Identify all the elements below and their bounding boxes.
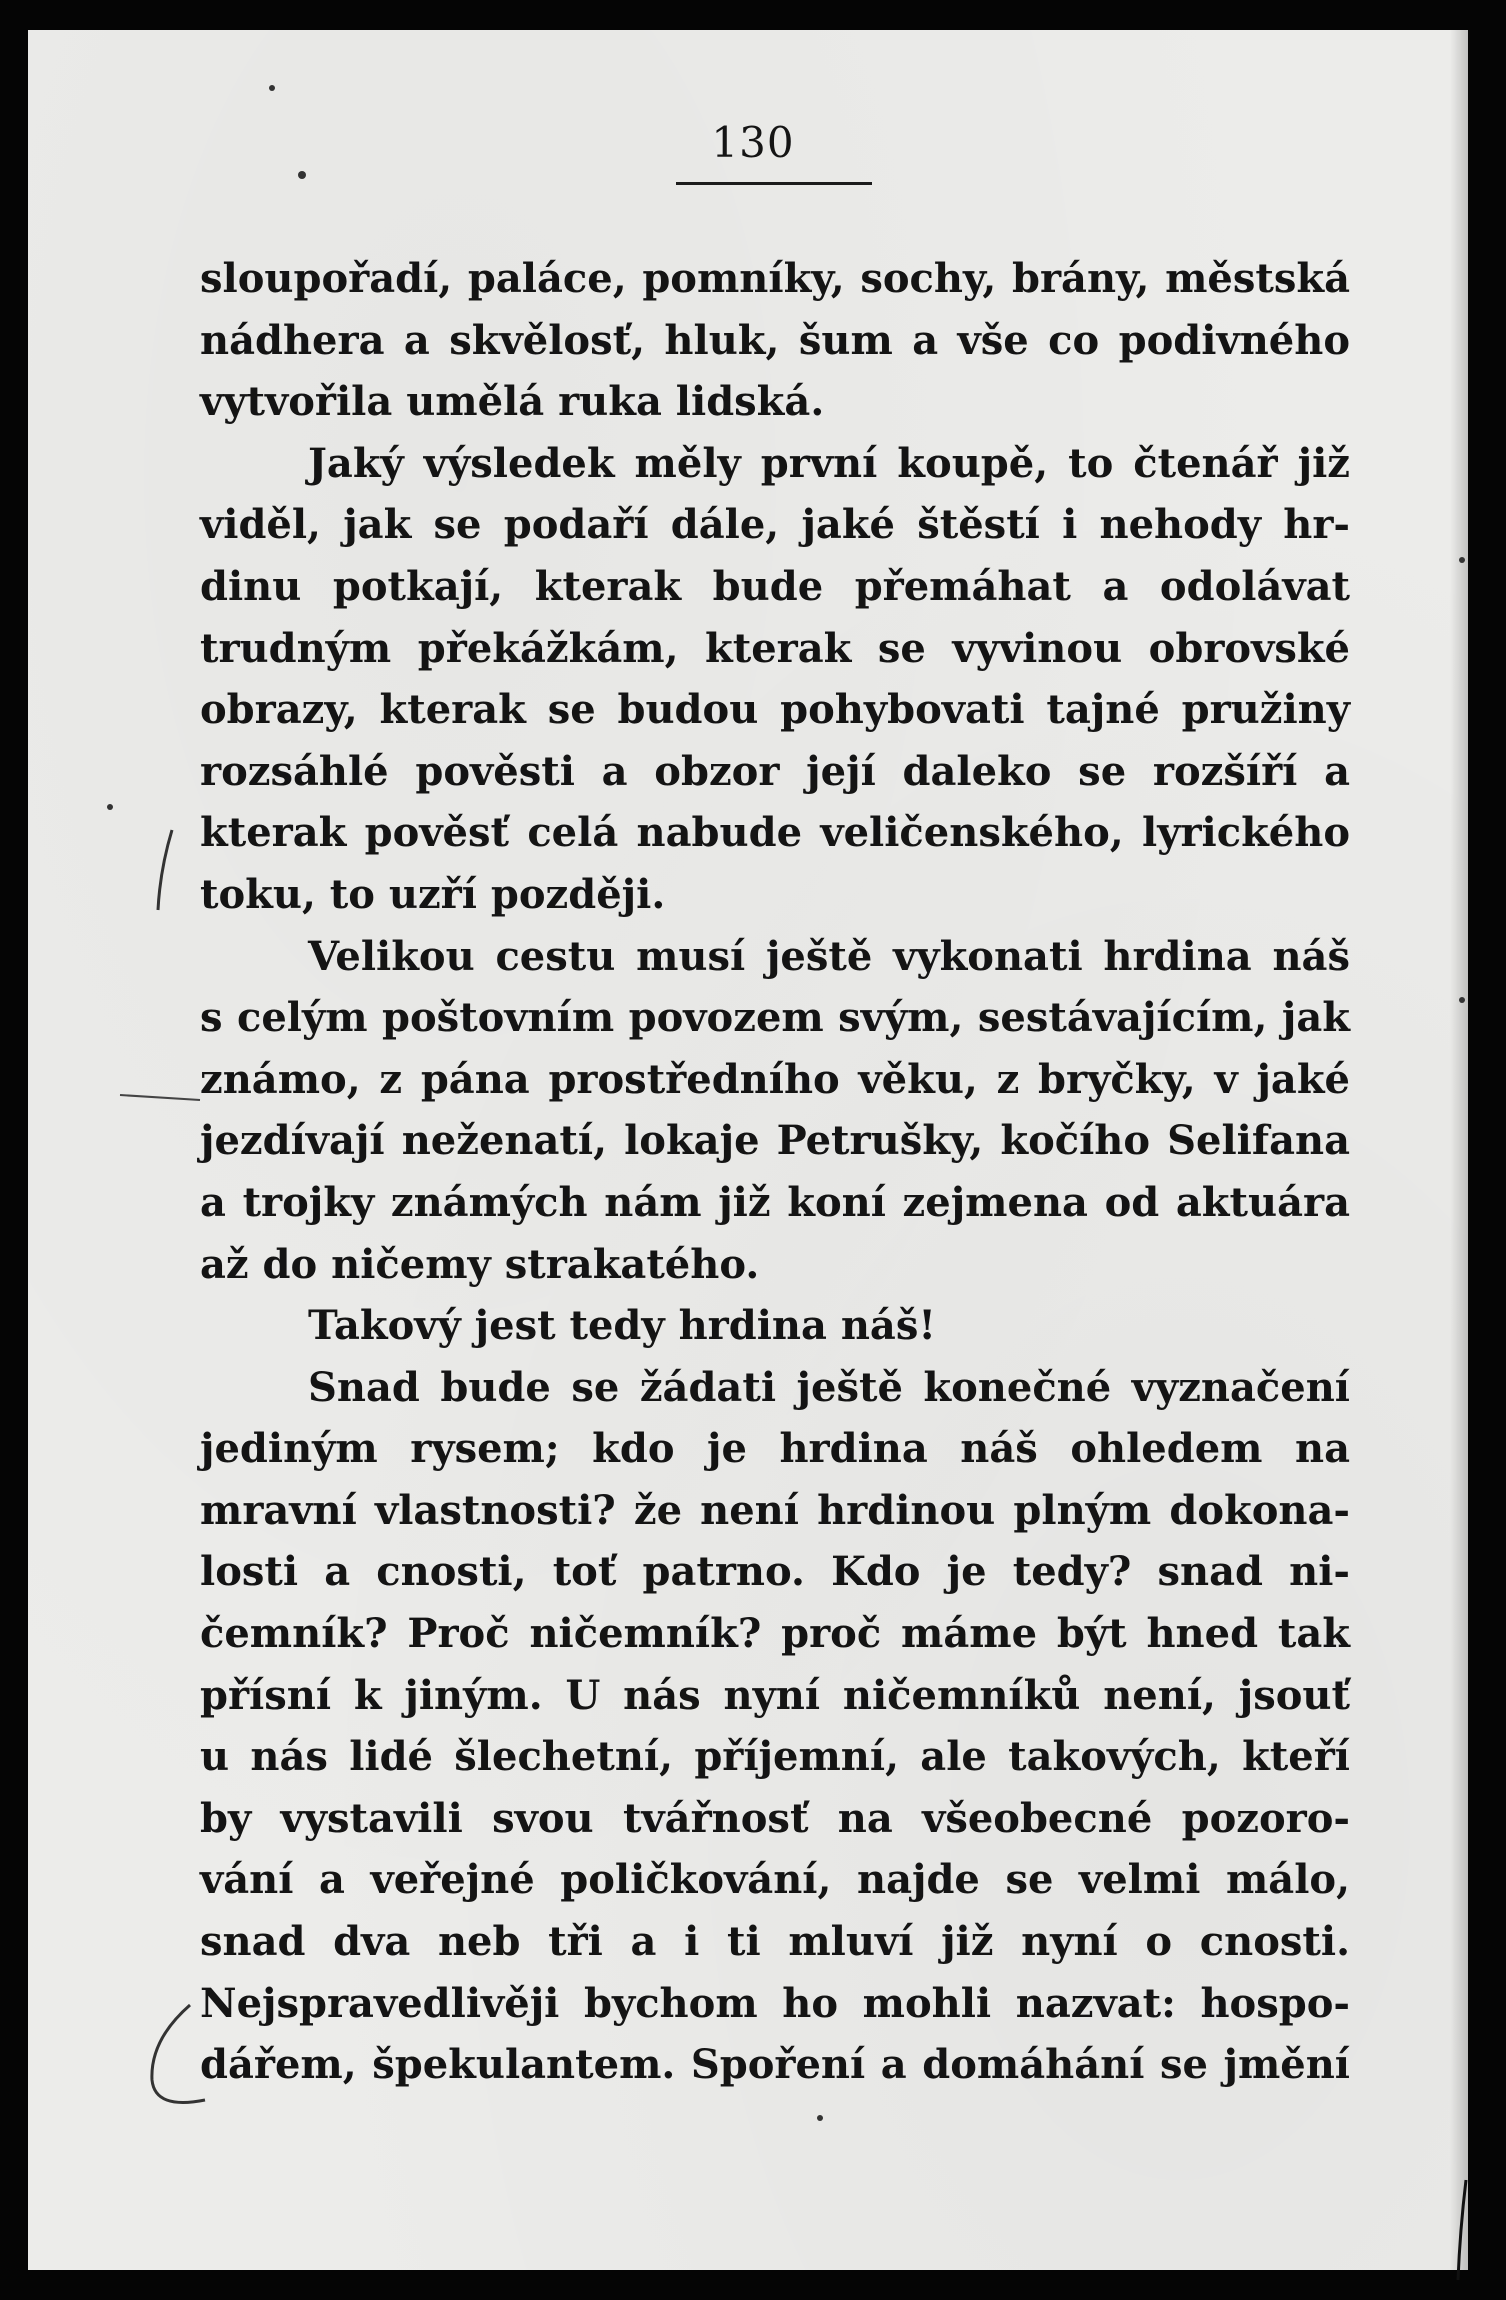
text-line: sloupořadí, paláce, pomníky, sochy, brány, městská <box>200 255 1350 302</box>
text-line: nádhera a skvělosť, hluk, šum a vše co podivného <box>200 316 1350 364</box>
text-line: dinu potkají, kterak bude přemáhat a odolávat <box>200 562 1350 610</box>
page-number-rule <box>676 182 872 185</box>
body-text <box>200 248 1350 2096</box>
text-line: snad dva neb tři a i ti mluví již nyní o cnosti. <box>200 1918 1350 1966</box>
text-line: Takový jest tedy hrdina náš! <box>308 1302 936 1350</box>
text-line: mravní vlastnosti? že není hrdinou plným dokona- <box>200 1486 1350 1534</box>
text-line: přísní k jiným. U nás nyní ničemníků není, jsouť <box>200 1671 1350 1719</box>
text-line: čemník? Proč ničemník? proč máme být hned tak <box>200 1610 1350 1658</box>
text-line: až do ničemy strakatého. <box>200 1240 760 1288</box>
text-line: známo, z pána prostředního věku, z bryčky, v jaké <box>200 1055 1350 1103</box>
text-line: by vystavili svou tvářnosť na všeobecné pozoro- <box>200 1794 1350 1842</box>
text-line: Jaký výsledek měly první koupě, to čtenář již <box>308 439 1350 487</box>
text-line: obrazy, kterak se budou pohybovati tajné pružiny <box>200 686 1350 734</box>
text-line: toku, to uzří později. <box>200 870 666 918</box>
text-line: Nejspravedlivěji bychom ho mohli nazvat: hospo- <box>200 1979 1350 2027</box>
text-line: jediným rysem; kdo je hrdina náš ohledem na <box>200 1425 1350 1473</box>
text-line: jezdívají neženatí, lokaje Petrušky, kočího Selifana <box>200 1117 1350 1165</box>
text-line: u nás lidé šlechetní, příjemní, ale takových, kteří <box>200 1733 1350 1781</box>
text-line: s celým poštovním povozem svým, sestávajícím, jak <box>200 994 1350 1042</box>
text-line: Velikou cestu musí ještě vykonati hrdina náš <box>308 932 1350 980</box>
text-line: viděl, jak se podaří dále, jaké štěstí i nehody hr- <box>200 501 1350 549</box>
text-line: losti a cnosti, toť patrno. Kdo je tedy? snad ni- <box>200 1548 1350 1596</box>
page-number: 130 <box>711 118 795 167</box>
text-line: dářem, špekulantem. Spoření a domáhání se jmění <box>200 2041 1350 2089</box>
text-line: a trojky známých nám již koní zejmena od aktuára <box>200 1178 1350 1226</box>
text-line: vání a veřejné poličkování, najde se velmi málo, <box>200 1856 1350 1904</box>
text-line: Snad bude se žádati ještě konečné vyznačení <box>308 1363 1350 1411</box>
text-line: vytvořila umělá ruka lidská. <box>200 378 825 426</box>
text-line: trudným překážkám, kterak se vyvinou obrovské <box>200 624 1350 672</box>
page-edge-shadow <box>1450 30 1468 2270</box>
text-line: kterak pověsť celá nabude veličenského, lyrického <box>200 809 1350 857</box>
text-line: rozsáhlé pověsti a obzor její daleko se rozšíří a <box>200 747 1350 795</box>
